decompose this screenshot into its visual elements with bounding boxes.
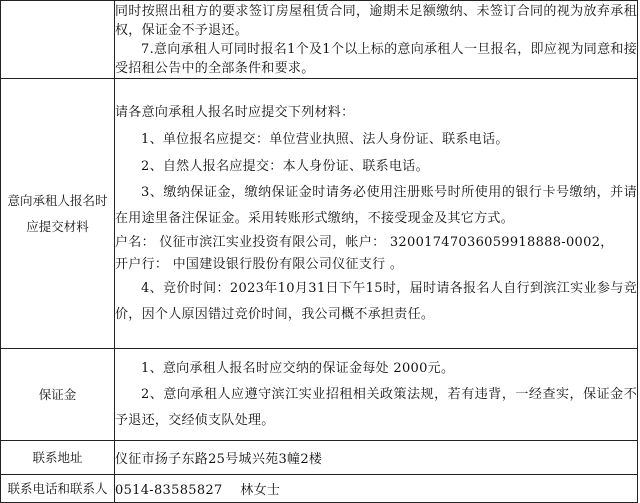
label-address: 联系地址 <box>1 441 115 475</box>
empty-label-cell <box>1 1 115 79</box>
label-deposit: 保证金 <box>1 349 115 441</box>
table-row <box>1 79 638 349</box>
materials-item-3: 3、缴纳保证金，缴纳保证金时请务必使用注册账号时所使用的银行卡号缴纳，并请在用途里备注保证金。采用转账形式缴纳，不接受现金及其它方式。 <box>115 185 637 226</box>
paragraph-lease-contract: 同时按照出租方的要求签订房屋租赁合同，逾期未足额缴纳、未签订合同的视为放弃承租权，保证金不予退还。 <box>115 3 637 38</box>
table-row <box>1 1 638 79</box>
content-cell <box>115 79 638 349</box>
content-cell <box>115 1 638 79</box>
table-row <box>1 475 638 503</box>
deposit-item-2: 2、意向承租人应遵守滨江实业招租相关政策法规，若有违背，一经查实，保证金不予退还，交经侦支队处理。 <box>115 387 637 428</box>
materials-item-4: 4、竞价时间：2023年10月31日下午15时，届时请各报名人自行到滨江实业参与竞价，因个人原因错过竞价时间，我公司概不承担责任。 <box>115 281 637 322</box>
label-contact: 联系电话和联系人 <box>1 475 115 503</box>
materials-item-1: 1、单位报名应提交：单位营业执照、法人身份证、联系电话。 <box>141 132 509 147</box>
contact-value: 0514-83585827 林女士 <box>115 475 638 503</box>
bank-line: 开户行： 中国建设银行股份有限公司仪征支行 。 <box>115 257 404 272</box>
deposit-item-1: 1、意向承租人报名时应交纳的保证金每处 2000元。 <box>141 361 455 376</box>
account-line: 户名： 仪征市滨江实业投资有限公司，帐户： 32001747036059918888-0002， <box>115 235 614 250</box>
materials-intro: 请各意向承租人报名时应提交下列材料： <box>115 105 355 120</box>
address-value: 仪征市扬子东路25号城兴苑3幢2楼 <box>115 441 638 475</box>
materials-item-2: 2、自然人报名应提交：本人身份证、联系电话。 <box>141 159 429 174</box>
label-line: 意向承租人报名时 <box>7 192 108 208</box>
paragraph-clause-7: 7.意向承租人可同时报名1个及1个以上标的意向承租人一旦报名，即应视为同意和接受招租公告中的全部条件和要求。 <box>115 41 637 76</box>
label-line: 应提交材料 <box>26 218 89 234</box>
label-required-materials <box>1 79 115 349</box>
table-row <box>1 441 638 475</box>
table-row <box>1 349 638 441</box>
content-cell <box>115 349 638 441</box>
